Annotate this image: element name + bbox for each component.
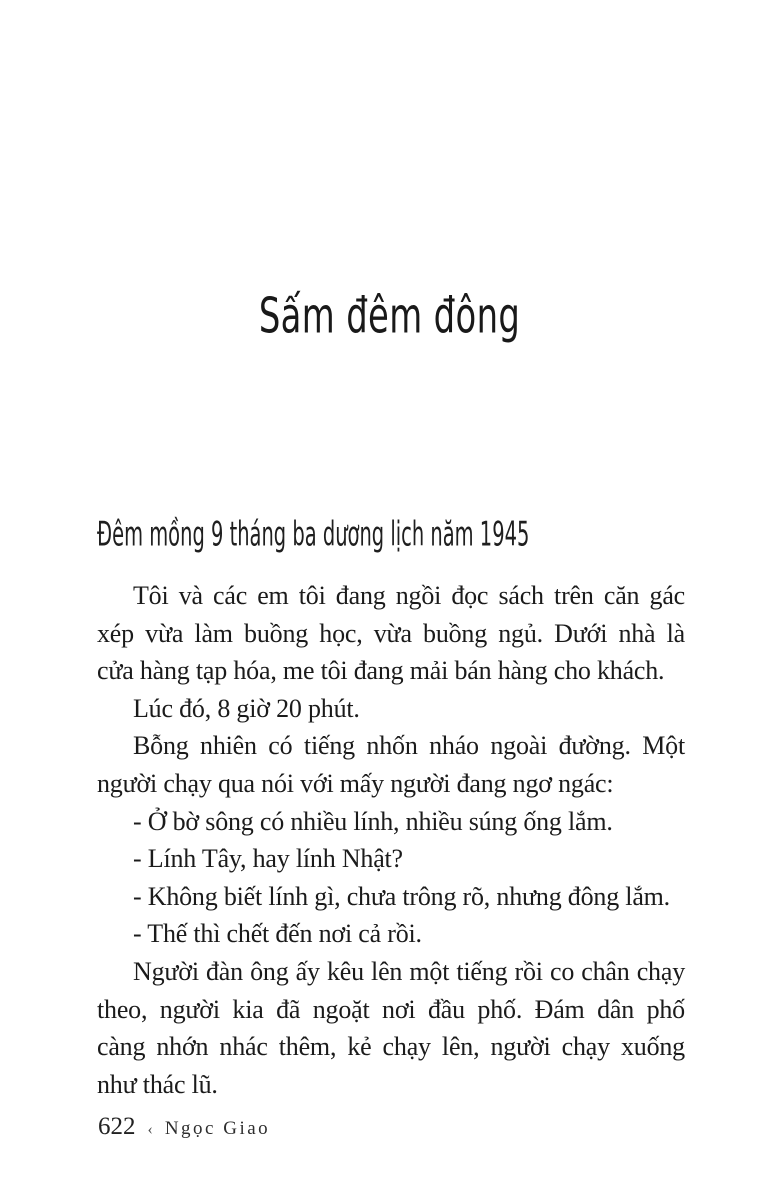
body-line: Bỗng nhiên có tiếng nhốn nháo ngoài đường. Một <box>133 731 685 761</box>
body-line: - Lính Tây, hay lính Nhật? <box>133 844 403 874</box>
body-line: - Ở bờ sông có nhiều lính, nhiều súng ống lắm. <box>133 806 613 836</box>
body-line: Người đàn ông ấy kêu lên một tiếng rồi co chân chạy <box>133 956 685 986</box>
section-heading-text: Đêm mồng 9 tháng ba dương lịch năm 1945 <box>97 514 530 554</box>
author-name: Ngọc Giao <box>164 1118 271 1139</box>
body-line: - Thế thì chết đến nơi cả rồi. <box>133 919 422 949</box>
body-line: theo, người kia đã ngoặt nơi đầu phố. Đám dân phố <box>97 994 685 1024</box>
body-line: như thác lũ. <box>97 1069 218 1099</box>
body-line: - Không biết lính gì, chưa trông rõ, nhưng đông lắm. <box>133 881 670 911</box>
page-number: 622 <box>98 1113 136 1140</box>
body-line: Tôi và các em tôi đang ngồi đọc sách trên căn gác <box>133 581 685 610</box>
chapter-title <box>0 288 779 346</box>
page-footer <box>98 1113 270 1141</box>
body-line: Lúc đó, 8 giờ 20 phút. <box>133 693 360 723</box>
section-heading <box>97 514 779 553</box>
body-line: xép vừa làm buồng học, vừa buồng ngủ. Dưới nhà là <box>97 618 685 648</box>
body-line: cửa hàng tạp hóa, me tôi đang mải bán hàng cho khách. <box>97 656 665 686</box>
body-text <box>97 577 685 1103</box>
body-line: càng nhớn nhác thêm, kẻ chạy lên, người chạy xuống <box>97 1032 685 1062</box>
body-line: người chạy qua nói với mấy người đang ngơ ngác: <box>97 768 614 798</box>
footer-separator-icon: ‹ <box>147 1121 153 1138</box>
chapter-title-text: Sấm đêm đông <box>258 288 521 346</box>
